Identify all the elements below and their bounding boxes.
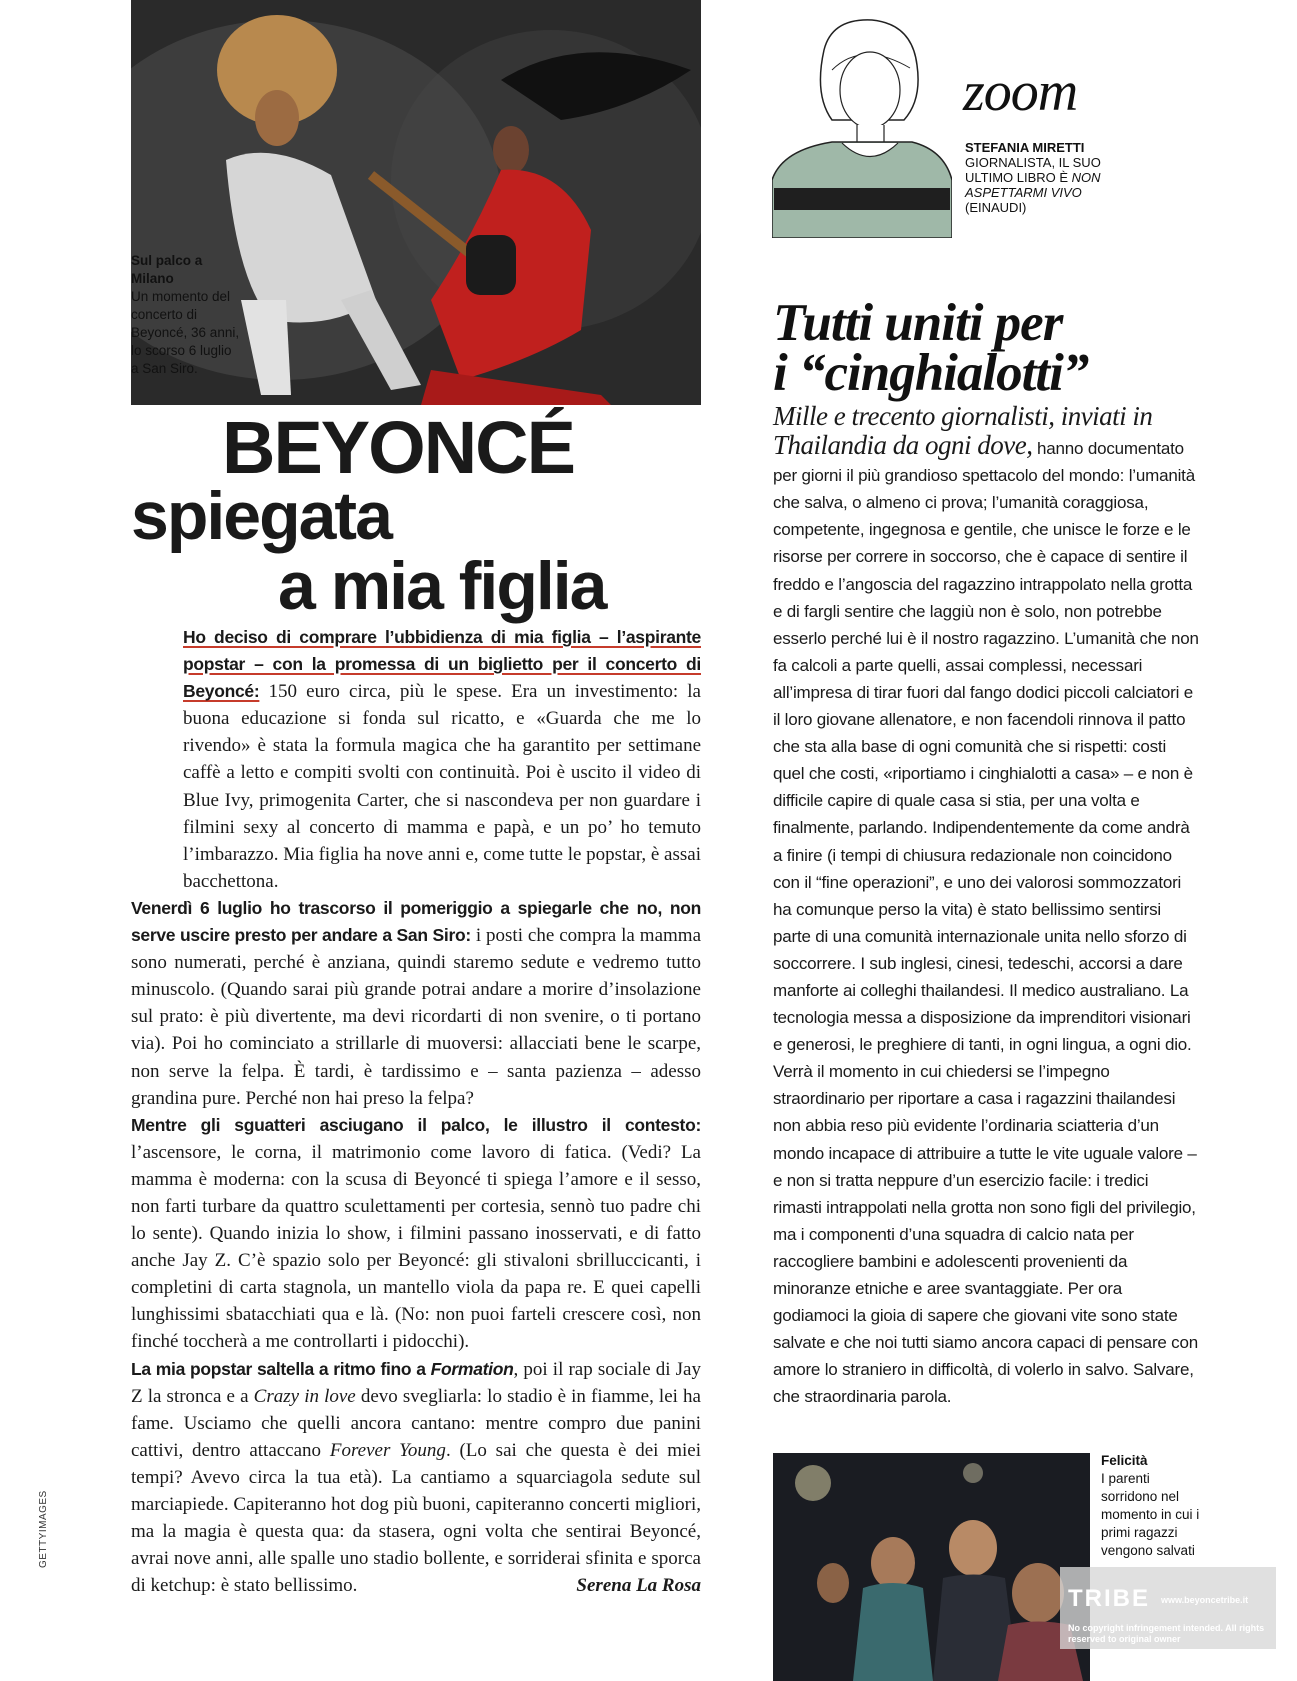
article-paragraph-2 — [131, 895, 701, 1112]
article-paragraph-4 — [131, 1356, 701, 1600]
paragraph-lead: Ho deciso di comprare l’ubbidienza di mia figlia – l’aspirante popstar – con la promessa di un biglietto per il concerto di Beyoncé: — [183, 627, 701, 702]
author-portrait — [772, 10, 952, 238]
article-paragraph-1 — [131, 624, 701, 895]
watermark — [1060, 1567, 1276, 1649]
rescue-photo-caption — [1101, 1452, 1201, 1560]
photo-caption-title: Sul palco a Milano — [131, 253, 203, 286]
paragraph-lead: Venerdì 6 luglio ho trascorso il pomeriggio a spiegarle che no, non serve uscire presto per andare a San Siro: — [131, 897, 701, 946]
column-title-line-2: i “cinghialotti” — [773, 344, 1089, 402]
watermark-brand: TRIBE — [1068, 1585, 1150, 1612]
photo-caption — [131, 252, 241, 378]
rescue-caption-title: Felicità — [1101, 1453, 1148, 1468]
paragraph-text: 150 euro circa, più le spese. Era un investimento: la buona educazione si fonda sul ricatto, e «Guarda che me lo rivendo» è stata la formula magica che ha garantito per settimane caffè a letto e compiti svolti con continuità. Poi è uscito il video di Blue Ivy, primogenita Carter, che si nascondeva per non guardare i filmini sexy al concerto di mamma e papà, e un po’ ho temuto l’imbarazzo. Mia figlia ha nove anni e, come tutte le popstar, è assai bacchettona. — [183, 681, 701, 892]
paragraph-text: i posti che compra la mamma sono numerati, perché è anziana, quindi staremo sedute e vedremo tutto minuscolo. (Quando sarai più grande potrai andare a morire d’insolazione sul prato: è più divertente, ma devi ricordarti di non svenire, o ti portano via). Poi ho cominciato a strillarle di muoversi: allacciati bene le scarpe, non serve la felpa. È tardi, è tardissimo e – santa pazienza – adesso grandina pure. Perché non hai preso la felpa? — [131, 925, 702, 1109]
author-role: GIORNALISTA, IL SUO ULTIMO LIBRO È NON ASPETTARMI VIVO (EINAUDI) — [965, 155, 1101, 215]
watermark-url: www.beyoncetribe.it — [1161, 1595, 1249, 1605]
paragraph-lead-title: Formation — [430, 1358, 514, 1379]
author-name: STEFANIA MIRETTI — [965, 140, 1085, 155]
paragraph-lead: Mentre gli sguatteri asciugano il palco, le illustro il contesto: — [131, 1114, 701, 1135]
paragraph-text: l’ascensore, le corna, il matrimonio come lavoro di fatica. (Vedi? La mamma è moderna: con la scusa di Beyoncé ti spiega l’amore e il sesso, non farti turbare da quattro sculettamenti per cortesia, sennò tuo padre chi lo sente). Quando inizia lo show, i filmini passano inosservati, e di fatto anche Jay Z. C’è spazio solo per Beyoncé: gli stivaloni sbrilluccicanti, i completini di carta stagnola, un mantello viola da papa re. E quei capelli lunghissimi sbatacchiati qua e là. (No: non puoi farteli crescere così, non finché toccherà a me controllarti i pidocchi). — [131, 1141, 701, 1353]
photo-caption-body: Un momento del concerto di Beyoncé, 36 anni, lo scorso 6 luglio a San Siro. — [131, 289, 240, 376]
article-body — [131, 624, 701, 1599]
author-info — [965, 140, 1125, 215]
paragraph-lead: La mia popstar saltella a ritmo fino a — [131, 1358, 431, 1379]
paragraph-text: devo svegliarla: lo stadio è in fiamme, lei ha fame. Usciamo che quelli ancora cantano: mentre compro due panini cattivi, dentro attaccano — [131, 1385, 701, 1461]
section-label: zoom — [963, 61, 1078, 123]
author-portrait-sketch — [772, 10, 952, 238]
headline-line-1: BEYONCÉ — [222, 406, 574, 489]
article-paragraph-3 — [131, 1112, 701, 1356]
rescue-caption-body: I parenti sorridono nel momento in cui i primi ragazzi vengono salvati — [1101, 1471, 1200, 1558]
paragraph-text: . (Lo sai che questa è dei miei tempi? Avevo circa la tua età). La cantiamo a squarciagola sedute sul marciapiede. Capiteranno hot dog più buoni, capiteranno concerti migliori, ma la magia è questa qua: da stasera, ogni volta che sentirai Beyoncé, avrai nove anni, alle spalle uno stadio bollente, e sorriderai sfinita e sporca di ketchup: è stato bellissimo. — [131, 1439, 702, 1597]
watermark-note: No copyright infringement intended. All rights reserved to original owner — [1068, 1623, 1265, 1644]
column-title — [773, 294, 1273, 402]
rescue-photo — [773, 1453, 1090, 1681]
column-title-line-1: Tutti uniti per — [773, 294, 1063, 352]
song-title: Crazy in love — [253, 1385, 356, 1407]
column-lead: Mille e trecento giornalisti, inviati in Thailandia da ogni dove, — [773, 401, 1153, 461]
rescue-photo-illustration — [773, 1453, 1090, 1681]
headline-line-2: spiegata — [131, 478, 391, 554]
photo-credit: GETTYIMAGES — [38, 1490, 49, 1568]
paragraph-text: , poi il rap sociale di Jay Z la stronca e a — [131, 1358, 701, 1407]
book-title: NON ASPETTARMI VIVO — [965, 170, 1101, 200]
column-text: hanno documentato per giorni il più grandioso spettacolo del mondo: l’umanità che salva, o almeno ci prova; l’umanità coraggiosa, competente, ingegnosa e gentile, che unisce le forze e le risorse per correre in soccorso, che è capace di sentire il freddo e l’angoscia del ragazzino intrappolato nella grotta e di fargli sentire che laggiù non è solo, non potrebbe esserlo perché lui è il nostro ragazzino. L’umanità che non fa calcoli a parte quelli, assai complessi, necessari all’impresa di tirar fuori dal fango dodici piccoli calciatori e il loro giovane allenatore, e non facendoli rinnova il patto che sta alla base di ogni comunità che si rispetti: costi quel che costi, «riportiamo i cinghialotti a casa» – e non è difficile capire di quale casa si stia, per una volta e finalmente, parlando. Indipendentemente da come andrà a finire (i tempi di chiusura redazionale non coincidono con il “fine operazioni”, e uno dei valorosi sommozzatori ha comunque perso la vita) è stato bellissimo sentirsi parte di una comunità internazionale unita nello sforzo di soccorrere. I sub inglesi, cinesi, tedeschi, accorsi a dare manforte ai colleghi thailandesi. Il medico australiano. La tecnologia messa a disposizione da imprenditori visionari e generosi, le preghiere di tanti, in ogni lingua, a ogni dio. Verrà il momento in cui chiedersi se l’impegno straordinario per riportare a casa i ragazzini thailandesi non abbia reso più evidente l’ordinaria sciatteria d’un mondo incapace di attribuire a tutte le vite uguale valore – e non si tratta neppure d’un esercizio facile: i tredici rimasti intrappolati nella grotta non sono figli del privilegio, ma i componenti d’una squadra di calcio nata per raccogliere bambini e adolescenti provenienti da minoranze etniche e aree svantaggiate. Per ora godiamoci la gioia di sapere che giovani vite sono state salvate e che noi tutti siamo ancora capaci di pensare con amore lo straniero in difficoltà, di volerlo in salvo. Salvare, che straordinaria parola. — [773, 439, 1199, 1407]
column-body — [773, 401, 1199, 1410]
headline-line-3: a mia figlia — [278, 548, 606, 624]
article-byline: Serena La Rosa — [576, 1575, 701, 1597]
song-title: Forever Young — [329, 1439, 446, 1461]
